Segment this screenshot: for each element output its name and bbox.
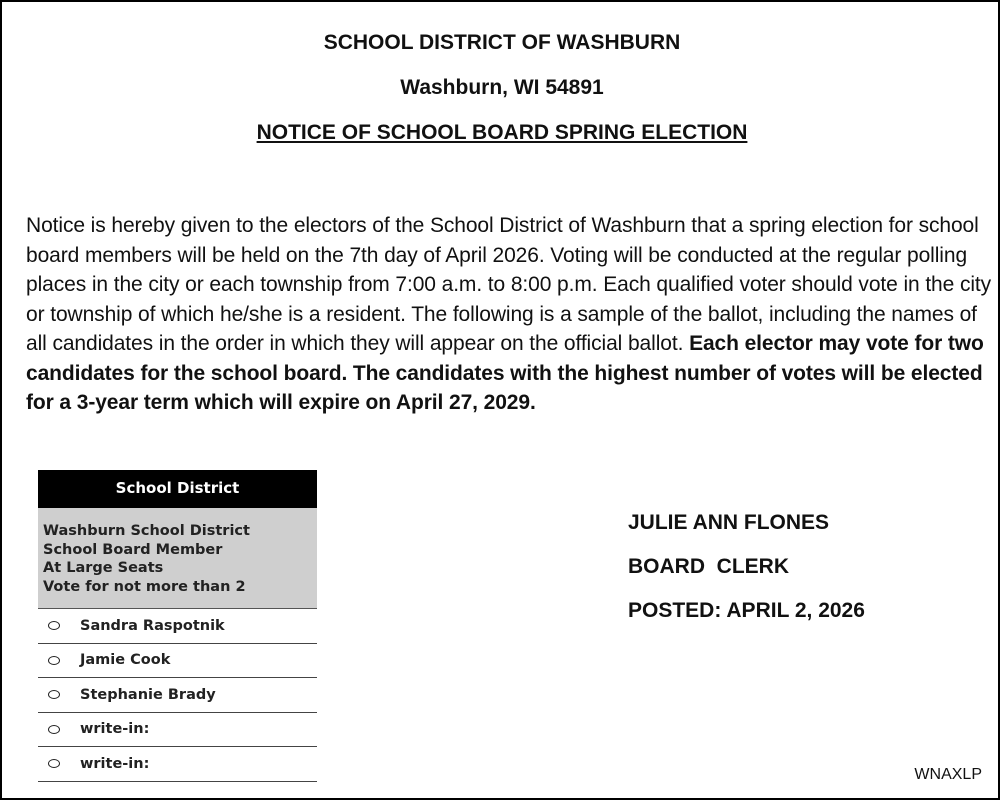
ballot-race-info xyxy=(38,507,317,609)
ballot-oval-icon xyxy=(48,725,60,734)
ballot-option xyxy=(38,644,317,679)
ballot-oval-icon xyxy=(48,656,60,665)
candidate-name: Jamie Cook xyxy=(80,652,171,669)
notice-body-regular: Notice is hereby given to the electors of the School District of Washburn that a spring election for school board members will be held on the 7th day of April 2026. Voting will be conducted at the regular polling places in the city or each township from 7:00 a.m. to 8:00 p.m. Each qualified voter should vote in the city or township of which he/she is a resident. The following is a sample of the ballot, including the names of all candidates in the order in which they will appear on the official ballot. xyxy=(26,214,992,355)
notice-title: NOTICE OF SCHOOL BOARD SPRING ELECTION xyxy=(256,121,748,144)
ballot-option xyxy=(38,678,317,713)
ballot-option xyxy=(38,747,317,782)
race-line: Washburn School District xyxy=(43,523,250,539)
candidate-name: Stephanie Brady xyxy=(80,686,216,703)
notice-body xyxy=(26,211,1000,418)
clerk-title: BOARD CLERK xyxy=(628,555,789,578)
sample-ballot xyxy=(38,470,317,782)
ballot-oval-icon xyxy=(48,759,60,768)
race-line: School Board Member xyxy=(43,541,223,558)
district-name: SCHOOL DISTRICT OF WASHBURN xyxy=(323,31,681,54)
posted-date: POSTED: APRIL 2, 2026 xyxy=(628,599,865,622)
race-line: Vote for not more than 2 xyxy=(43,578,246,595)
notice-body-bold: Each elector may vote for two candidates for the school board. The candidates with the highest number of votes will be elected for a 3-year term which will expire on April 27, 2029. xyxy=(26,332,984,414)
race-line: At Large Seats xyxy=(43,560,164,576)
ballot-option xyxy=(38,713,317,748)
ballot-header: School District xyxy=(38,470,317,507)
district-location: Washburn, WI 54891 xyxy=(400,76,604,99)
write-in-label: write-in: xyxy=(80,755,150,772)
ad-code: WNAXLP xyxy=(914,766,982,783)
ballot-oval-icon xyxy=(48,690,60,699)
candidate-name: Sandra Raspotnik xyxy=(80,617,225,634)
write-in-label: write-in: xyxy=(80,721,150,738)
ballot-oval-icon xyxy=(48,621,60,630)
clerk-name: JULIE ANN FLONES xyxy=(628,511,830,534)
ballot-option xyxy=(38,609,317,644)
